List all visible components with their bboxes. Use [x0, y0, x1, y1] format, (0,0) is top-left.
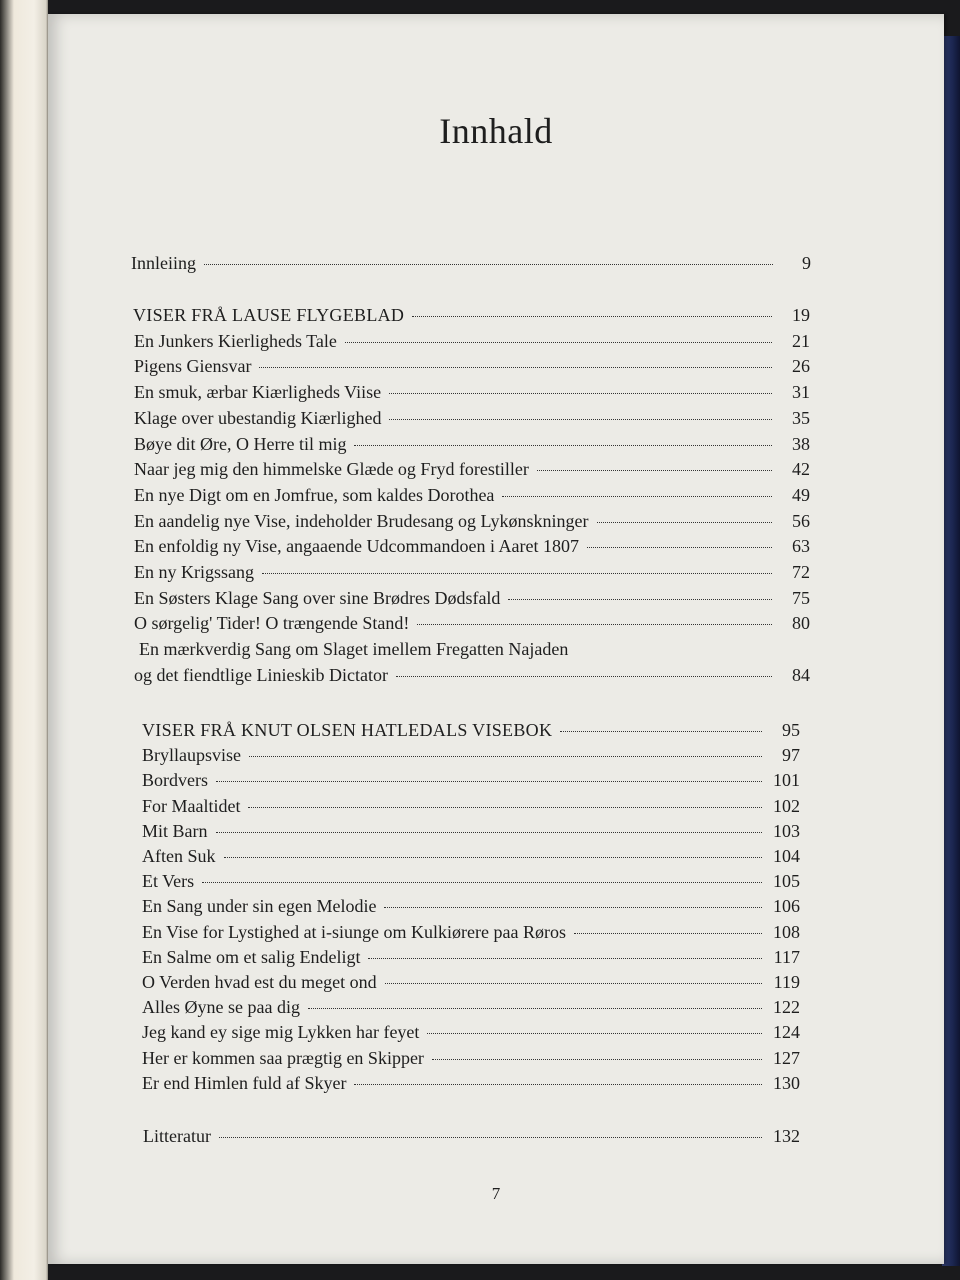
toc-entry-page: 104 [773, 846, 800, 866]
toc-entry-title: Her er kommen saa prægtig en Skipper [142, 1047, 424, 1068]
dot-leader [389, 393, 772, 394]
dot-leader [219, 1137, 762, 1138]
dot-leader [396, 676, 772, 677]
toc-entry-page: 132 [773, 1126, 800, 1146]
toc-entry-page: 105 [773, 871, 800, 892]
toc-entry-title: En Salme om et salig Endeligt [142, 946, 361, 967]
dot-leader [537, 470, 772, 471]
toc-entry [142, 819, 800, 843]
toc-entry-page: 117 [773, 946, 800, 967]
dot-leader [597, 522, 773, 523]
dot-leader [224, 857, 763, 858]
toc-entry-title: Er end Himlen fuld af Skyer [142, 1072, 347, 1093]
toc-entry-title: Bryllaupsvise [142, 745, 241, 766]
toc-section-heading [133, 303, 810, 327]
toc-entry-title: Pigens Giensvar [134, 356, 252, 377]
toc-entry-title: Alles Øyne se paa dig [142, 997, 300, 1018]
dot-leader [249, 756, 762, 757]
toc-entry-title: En Søsters Klage Sang over sine Brødres Dødsfald [134, 587, 501, 608]
toc-entry-title: En smuk, ærbar Kiærligheds Viise [134, 382, 382, 403]
dot-leader [560, 731, 762, 732]
dot-leader [216, 781, 762, 782]
toc-entry-page: 97 [782, 745, 800, 766]
toc-entry [134, 586, 810, 610]
dot-leader [427, 1033, 762, 1034]
book-cover-edge [942, 36, 960, 1266]
toc-entry [142, 794, 800, 818]
dot-leader [262, 573, 772, 574]
dot-leader [384, 907, 762, 908]
toc-entry-page: 102 [773, 795, 800, 816]
toc-entry-title: O Verden hvad est du meget ond [142, 972, 377, 992]
toc-entry-title: Et Vers [142, 871, 195, 892]
toc-entry-title: Bøye dit Øre, O Herre til mig [134, 433, 347, 454]
toc-entry [142, 869, 800, 893]
toc-entry [134, 457, 810, 481]
dot-leader [308, 1008, 762, 1009]
dot-leader [412, 316, 772, 317]
toc-entry [134, 534, 810, 558]
toc-entry-title: En enfoldig ny Vise, angaaende Udcommandoen i Aaret 1807 [134, 536, 579, 557]
toc-entry [134, 560, 810, 584]
dot-leader [354, 1084, 762, 1085]
toc-entry [142, 945, 800, 969]
toc-entry-page: 42 [792, 459, 810, 480]
page-number: 7 [491, 1184, 501, 1203]
toc-entry-page: 108 [773, 921, 800, 942]
toc-entry-title: Naar jeg mig den himmelske Glæde og Fryd forestiller [134, 459, 529, 480]
toc-entry [134, 432, 810, 456]
toc-entry-title: Bordvers [142, 770, 208, 791]
dot-leader [502, 496, 772, 497]
toc-entry-page: 26 [792, 356, 810, 377]
toc-entry-page: 31 [792, 382, 810, 403]
toc-entry-page: 103 [773, 820, 800, 841]
toc-entry-page: 80 [792, 613, 810, 634]
toc-entry-title: En ny Krigssang [134, 562, 254, 582]
toc-entry-title: Jeg kand ey sige mig Lykken har feyet [142, 1022, 420, 1043]
toc-entry [142, 995, 800, 1019]
toc-entry [134, 483, 810, 507]
dot-leader [587, 547, 772, 548]
dot-leader [417, 624, 772, 625]
toc-entry-intro [131, 251, 811, 275]
toc-entry-title: En nye Digt om en Jomfrue, som kaldes Dorothea [134, 484, 495, 505]
toc-entry [134, 509, 810, 533]
toc-entry-title-line1: En mærkverdig Sang om Slaget imellem Fregatten Najaden [139, 639, 569, 660]
toc-entry-title: og det fiendtlige Linieskib Dictator [134, 664, 388, 685]
toc-entry [134, 354, 810, 378]
toc-entry [142, 743, 800, 767]
toc-entry-title: O sørgelig' Tider! O trængende Stand! [134, 613, 410, 634]
toc-entry-page: 124 [773, 1022, 800, 1043]
toc-entry [142, 894, 800, 918]
toc-entry-page: 72 [792, 562, 810, 582]
toc-entry-title: Mit Barn [142, 820, 208, 841]
dot-leader [432, 1059, 762, 1060]
toc-entry [142, 970, 800, 994]
dot-leader [202, 882, 762, 883]
toc-entry [134, 329, 810, 353]
toc-entry-page: 19 [792, 305, 810, 325]
dot-leader [385, 983, 762, 984]
dot-leader [345, 342, 772, 343]
toc-entry-page: 84 [792, 664, 810, 685]
toc-entry [142, 1046, 800, 1070]
toc-entry-title: Klage over ubestandig Kiærlighed [134, 407, 382, 428]
dot-leader [216, 832, 763, 833]
toc-entry [142, 1020, 800, 1044]
dot-leader [574, 933, 762, 934]
toc-entry-page: 95 [782, 720, 800, 740]
toc-entry-page: 56 [792, 510, 810, 531]
dot-leader [204, 264, 773, 265]
toc-entry-title: Litteratur [143, 1126, 211, 1146]
toc-entry-title: En Vise for Lystighed at i-siunge om Kulkiørere paa Røros [142, 921, 567, 942]
toc-entry-page: 75 [792, 587, 810, 608]
facing-page-edge [0, 0, 48, 1280]
toc-entry-title: Innleiing [131, 253, 196, 273]
toc-entry-literature [143, 1124, 800, 1148]
toc-entry-page: 101 [773, 770, 800, 791]
toc-entry [134, 406, 810, 430]
dot-leader [508, 599, 772, 600]
toc-entry [142, 844, 800, 868]
dot-leader [259, 367, 772, 368]
toc-entry-page: 106 [773, 896, 800, 917]
page-title: Innhald [439, 111, 553, 151]
dot-leader [389, 419, 772, 420]
toc-entry [142, 1071, 800, 1095]
toc-entry [142, 768, 800, 792]
toc-entry [142, 920, 800, 944]
toc-entry-title: Aften Suk [142, 846, 216, 866]
toc-entry-page: 35 [792, 407, 810, 428]
toc-entry-page: 122 [773, 997, 800, 1018]
toc-entry-page: 127 [773, 1047, 800, 1068]
dot-leader [248, 807, 762, 808]
toc-section-heading [142, 718, 800, 742]
toc-entry-page: 130 [773, 1072, 800, 1093]
toc-entry-title: En Junkers Kierligheds Tale [134, 330, 337, 351]
dot-leader [354, 445, 772, 446]
toc-entry-title: En aandelig nye Vise, indeholder Brudesang og Lykønskninger [134, 510, 589, 531]
toc-entry-page: 63 [792, 536, 810, 557]
toc-entry-page: 21 [792, 330, 810, 351]
toc-entry-page: 38 [792, 433, 810, 454]
toc-entry-page: 49 [792, 484, 810, 505]
dot-leader [368, 958, 762, 959]
toc-entry-page: 119 [773, 972, 800, 992]
toc-entry [134, 663, 810, 687]
toc-entry-page: 9 [802, 253, 811, 273]
toc-entry [134, 380, 810, 404]
book-page [48, 14, 944, 1264]
toc-entry-title: For Maaltidet [142, 795, 241, 816]
toc-entry [134, 611, 810, 635]
toc-entry-title: En Sang under sin egen Melodie [142, 896, 377, 917]
toc-entry-title: VISER FRÅ KNUT OLSEN HATLEDALS VISEBOK [142, 720, 553, 740]
toc-entry-title: VISER FRÅ LAUSE FLYGEBLAD [133, 305, 405, 325]
